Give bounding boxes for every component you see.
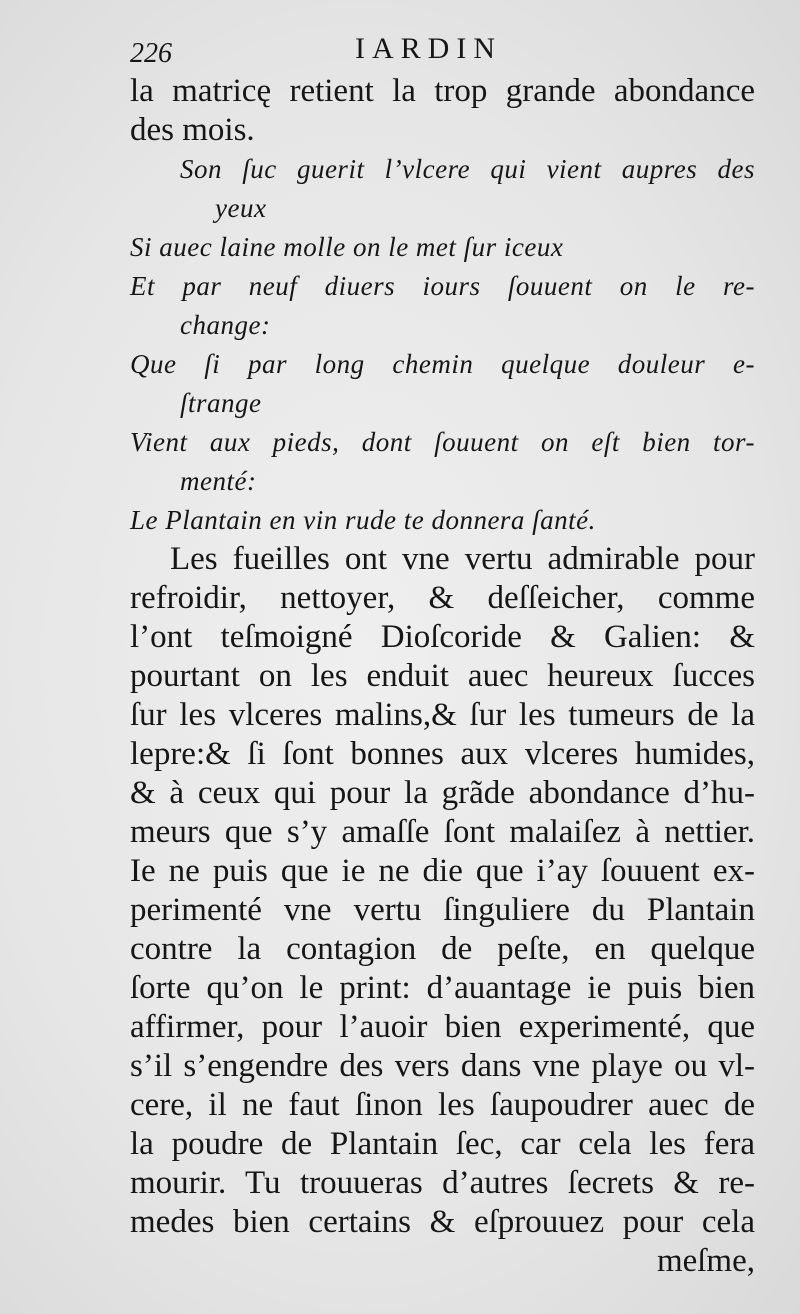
text-line: & à ceux qui pour la grãde abondance d’hu- xyxy=(130,775,755,811)
page-number: 226 xyxy=(130,38,172,69)
text-line: Les fueilles ont vne vertu admirable pour xyxy=(170,541,755,577)
text-line: l’ont teſmoigné Dioſcoride & Galien: & xyxy=(130,619,755,655)
verse-line: menté: xyxy=(180,466,257,496)
text-line: pourtant on les enduit auec heureux ſucces xyxy=(130,658,755,694)
text-line: meurs que s’y amaſſe ſont malaiſez à nettier. xyxy=(130,814,755,850)
running-head: IARDIN xyxy=(355,32,502,65)
text-line: la poudre de Plantain ſec, car cela les fera xyxy=(130,1126,755,1162)
verse-line: yeux xyxy=(215,193,267,223)
text-line: medes bien certains & eſprouuez pour cela xyxy=(130,1204,755,1240)
verse-line: change: xyxy=(180,310,271,340)
text-line: ſur les vlceres malins,& ſur les tumeurs de la xyxy=(130,697,755,733)
text-line: affirmer, pour l’auoir bien experimenté, que xyxy=(130,1009,755,1045)
verse-line: Et par neuf diuers iours ſouuent on le re- xyxy=(130,271,755,301)
text-line: des mois. xyxy=(130,112,255,148)
verse-line: Que ſi par long chemin quelque douleur e- xyxy=(130,349,755,379)
text-line: cere, il ne faut ſinon les ſaupoudrer auec de xyxy=(130,1087,755,1123)
verse-line: Le Plantain en vin rude te donnera ſanté. xyxy=(130,505,596,535)
text-line: la matricę retient la trop grande abondance xyxy=(130,73,755,109)
text-line: refroidir, nettoyer, & deſſeicher, comme xyxy=(130,580,755,616)
verse-line: Son ſuc guerit l’vlcere qui vient aupres des xyxy=(180,154,755,184)
text-line: Ie ne puis que ie ne die que i’ay ſouuent ex- xyxy=(130,853,755,889)
text-line: lepre:& ſi ſont bonnes aux vlceres humides, xyxy=(130,736,755,772)
text-line: mourir. Tu trouueras d’autres ſecrets & re- xyxy=(130,1165,755,1201)
text-line: contre la contagion de peſte, en quelque xyxy=(130,931,755,967)
page-header xyxy=(130,30,752,74)
text-line: s’il s’engendre des vers dans vne playe ou vl- xyxy=(130,1048,755,1084)
text-line: perimenté vne vertu ſinguliere du Plantain xyxy=(130,892,755,928)
text-block xyxy=(130,72,755,1281)
text-line: ſorte qu’on le print: d’auantage ie puis bien xyxy=(130,970,755,1006)
verse-line: ſtrange xyxy=(180,388,262,418)
text-line: meſme, xyxy=(656,1243,755,1279)
verse-line: Vient aux pieds, dont ſouuent on eſt bien tor- xyxy=(130,427,755,457)
verse-line: Si auec laine molle on le met ſur iceux xyxy=(130,232,564,262)
